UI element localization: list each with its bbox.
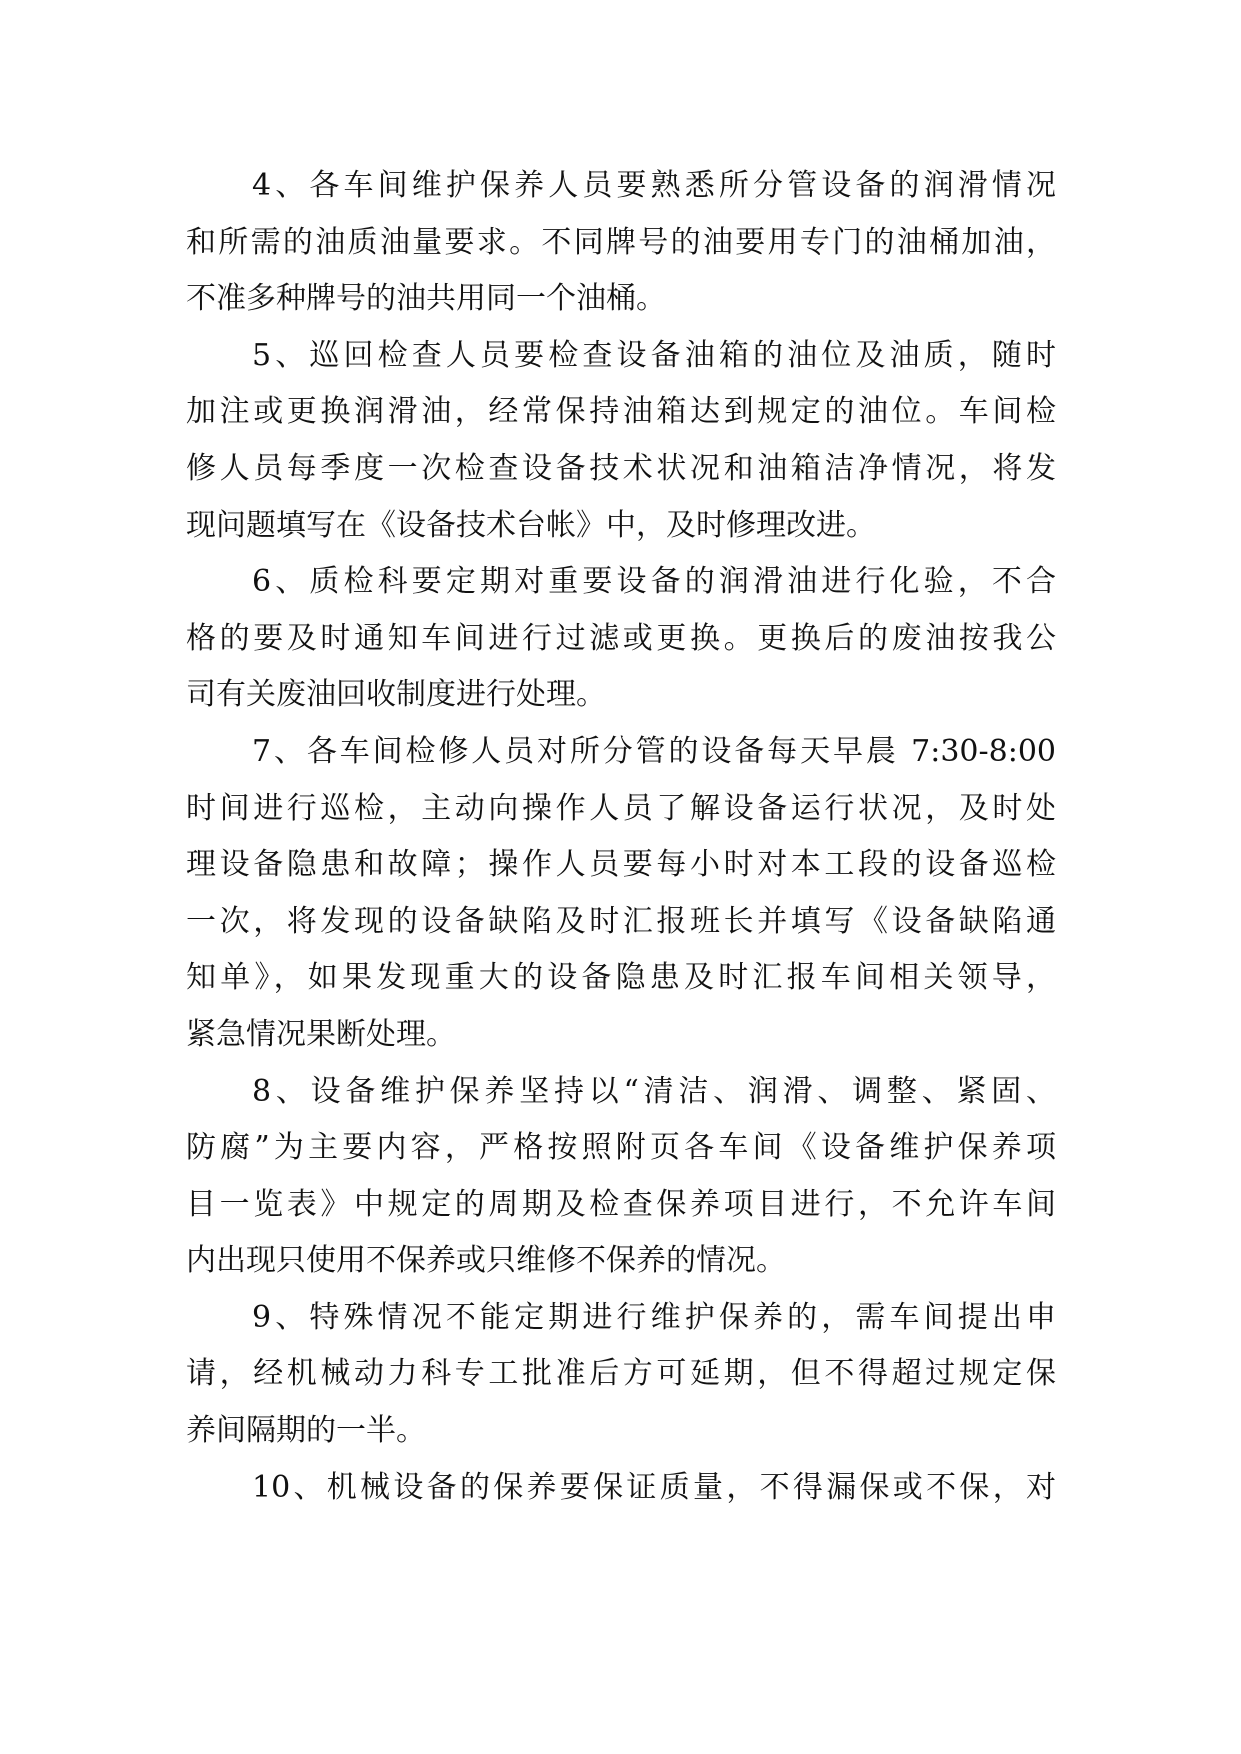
text-line: 防腐”为主要内容，严格按照附页各车间《设备维护保养项: [186, 1130, 1056, 1166]
text-line: 理设备隐患和故障；操作人员要每小时对本工段的设备巡检: [186, 847, 1056, 883]
text-line: 养间隔期的一半。: [186, 1413, 426, 1449]
text-line: 现问题填写在《设备技术台帐》中，及时修理改进。: [186, 507, 876, 543]
text-line: 内出现只使用不保养或只维修不保养的情况。: [186, 1243, 786, 1279]
text-line: 5、巡回检查人员要检查设备油箱的油位及油质，随时: [252, 337, 1056, 373]
text-line: 7、各车间检修人员对所分管的设备每天早晨 7:30-8:00: [252, 733, 1056, 769]
text-line: 请，经机械动力科专工批准后方可延期，但不得超过规定保: [186, 1356, 1056, 1392]
text-line: 一次，将发现的设备缺陷及时汇报班长并填写《设备缺陷通: [186, 903, 1056, 939]
text-line: 司有关废油回收制度进行处理。: [186, 677, 606, 713]
document-body: [186, 158, 1056, 1516]
text-line: 目一览表》中规定的周期及检查保养项目进行，不允许车间: [186, 1186, 1056, 1222]
text-line: 10、机械设备的保养要保证质量，不得漏保或不保，对: [252, 1469, 1056, 1505]
text-line: 4、各车间维护保养人员要熟悉所分管设备的润滑情况: [252, 168, 1056, 203]
text-line: 时间进行巡检，主动向操作人员了解设备运行状况，及时处: [186, 790, 1056, 826]
text-line: 紧急情况果断处理。: [186, 1016, 456, 1052]
text-line: 修人员每季度一次检查设备技术状况和油箱洁净情况，将发: [186, 450, 1056, 486]
text-line: 格的要及时通知车间进行过滤或更换。更换后的废油按我公: [186, 620, 1056, 656]
text-line: 知单》，如果发现重大的设备隐患及时汇报车间相关领导，: [186, 960, 1056, 996]
text-line: 9、特殊情况不能定期进行维护保养的，需车间提出申: [252, 1299, 1056, 1335]
text-line: 6、质检科要定期对重要设备的润滑油进行化验，不合: [252, 564, 1056, 600]
text-line: 和所需的油质油量要求。不同牌号的油要用专门的油桶加油，: [186, 224, 1056, 260]
text-line: 不准多种牌号的油共用同一个油桶。: [186, 281, 666, 317]
text-line: 8、设备维护保养坚持以“清洁、润滑、调整、紧固、: [252, 1073, 1056, 1109]
text-line: 加注或更换润滑油，经常保持油箱达到规定的油位。车间检: [186, 394, 1056, 430]
